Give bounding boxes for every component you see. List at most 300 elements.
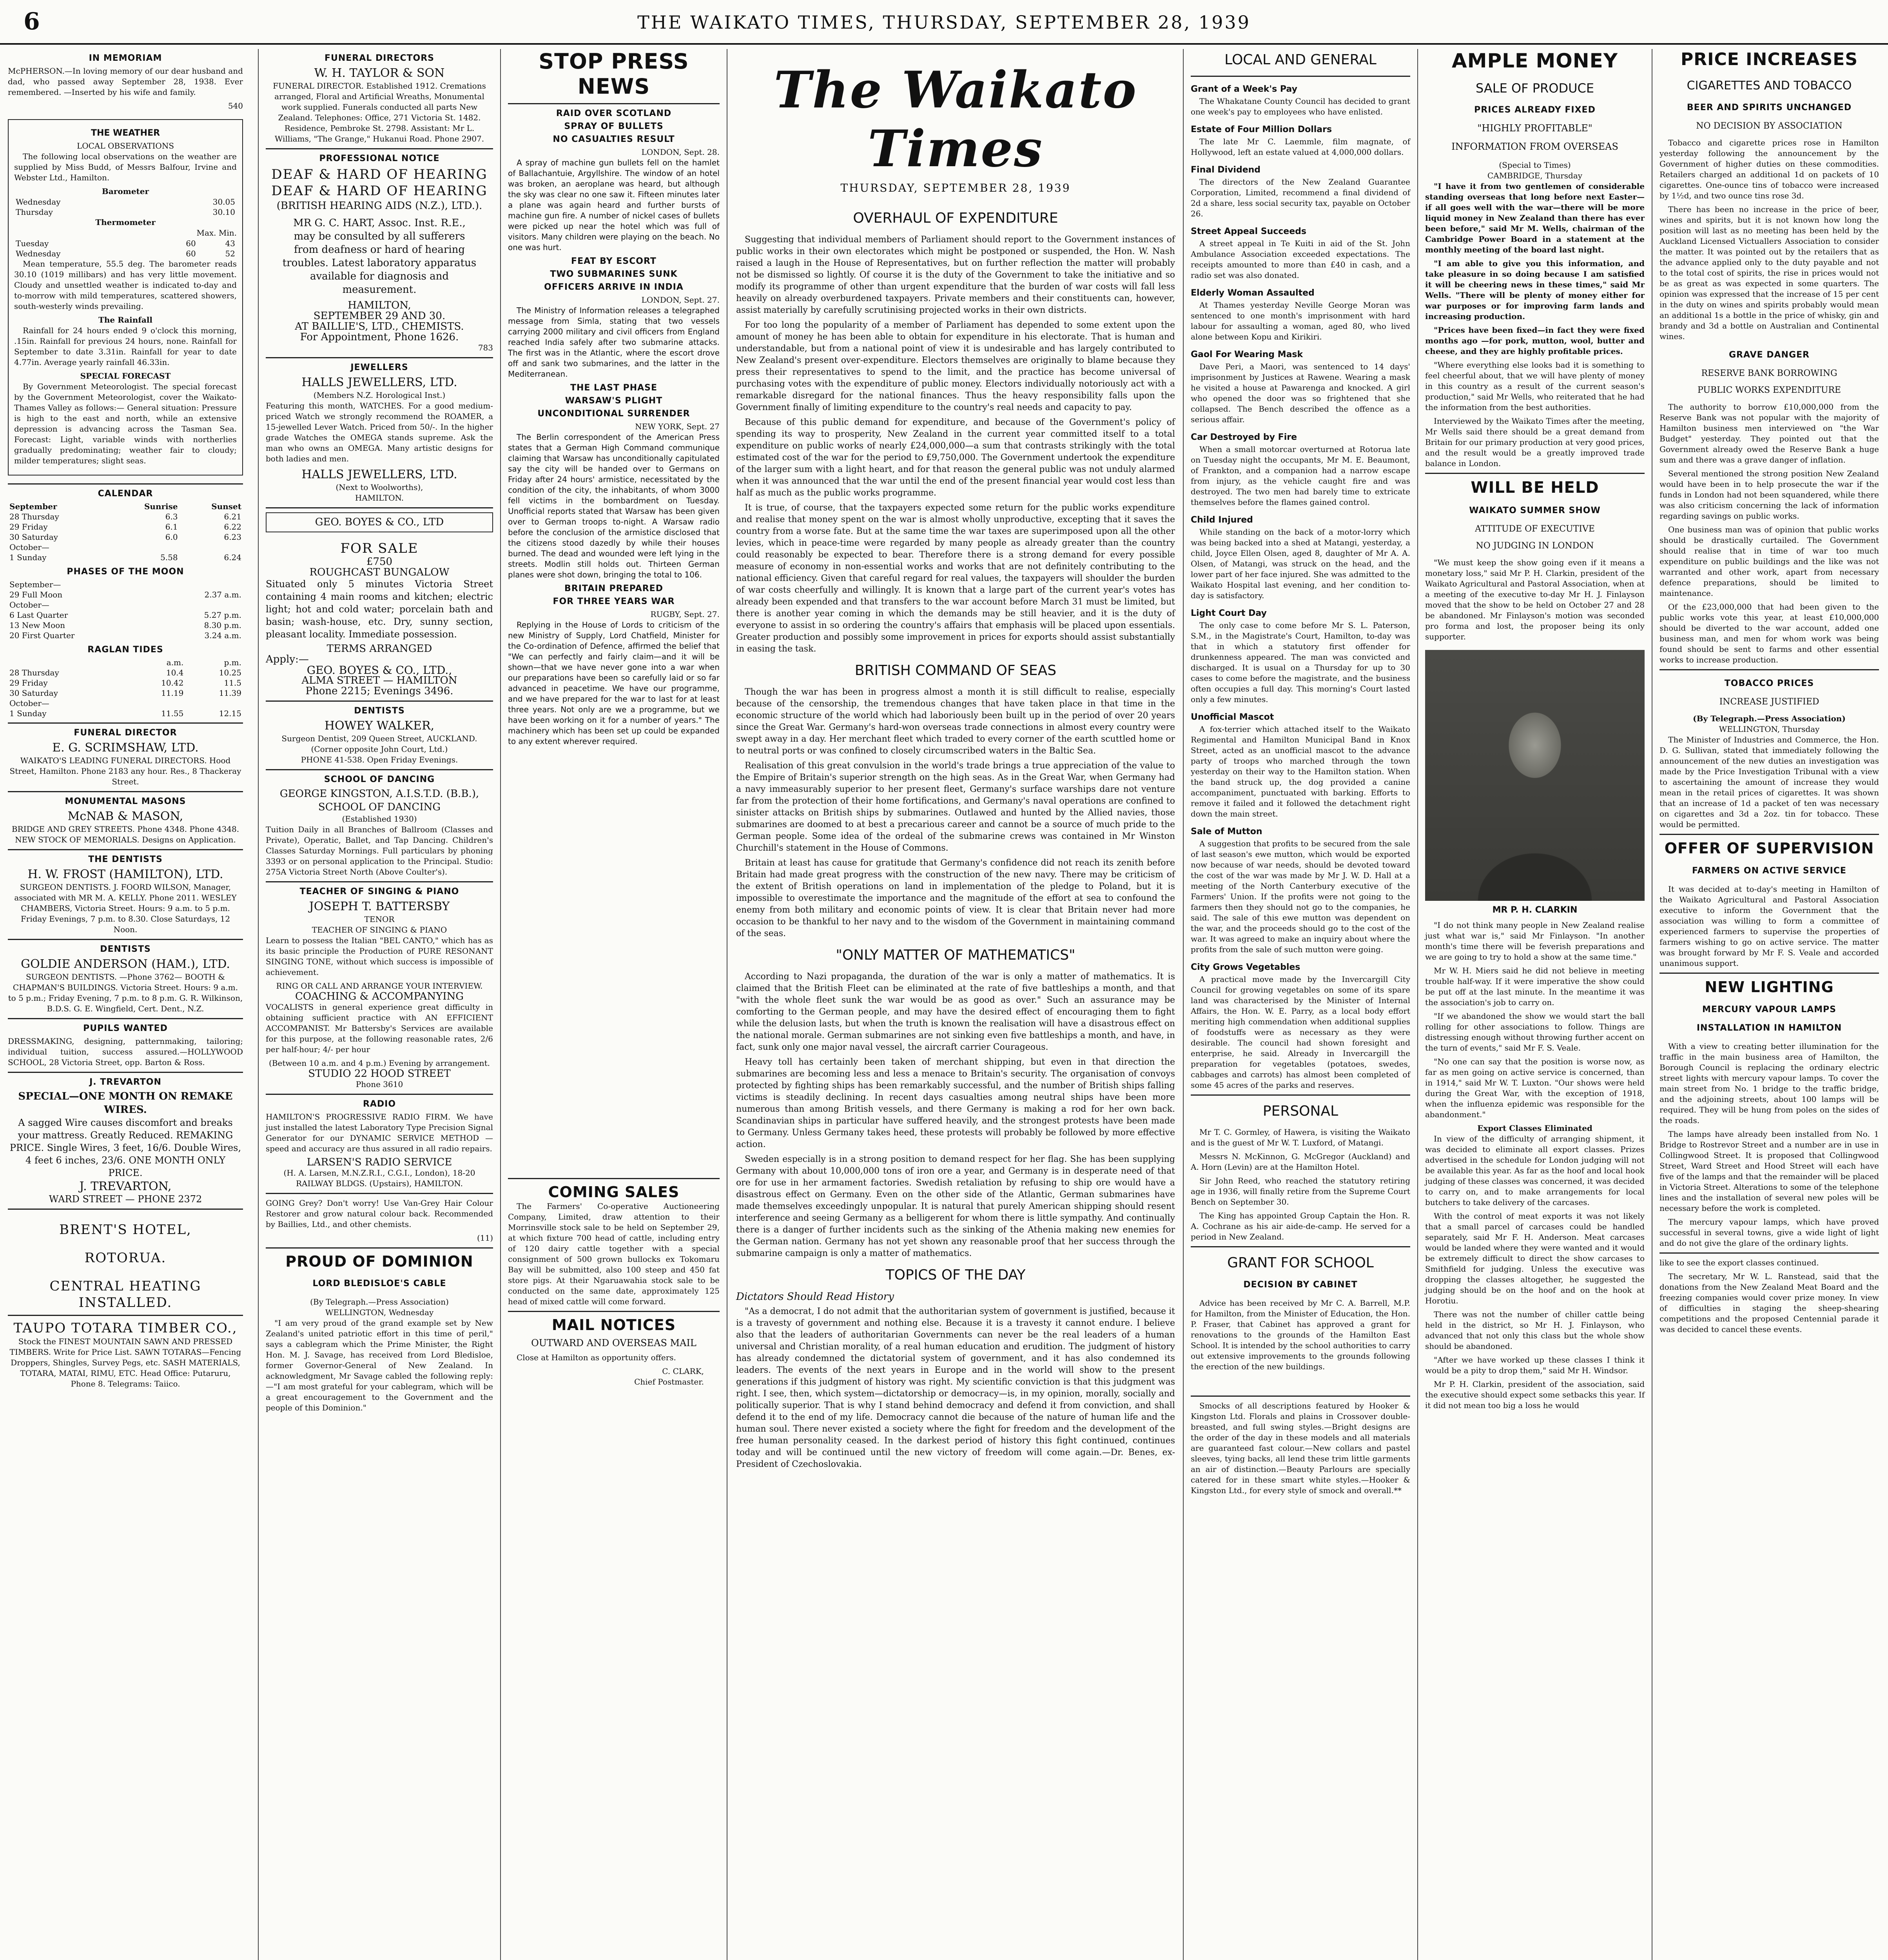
table-row (14, 249, 237, 259)
ample-money-special: (Special to Times) (1499, 160, 1571, 170)
page-number: 6 (24, 8, 40, 35)
new-lighting-paragraph: The lamps have already been installed from No. 1 Bridge to Rostrevor Street and a number are in use in Collingwood Street. It is proposed that Collingwood Street, Ward Street and Hood Street will each have five of the lamps and that the remainder will be placed in Victoria Street. Alterations to some of the telephone lines and the installation of several new poles will be necessary before the work is completed. (1659, 1129, 1879, 1213)
halls-place: HAMILTON. (355, 493, 404, 503)
dentists-advertiser: H. W. FROST (HAMILTON), LTD. (27, 867, 223, 881)
table-header (8, 657, 127, 668)
table-cell: 11.39 (219, 688, 241, 698)
local-item-text: Dave Peri, a Maori, was sentenced to 14 days' imprisonment by Justices at Rawene. Wearing a mask he visited a house at Pawarenga and knocked. A girl who opened the door was so frightened that she collapsed. The Bench described the offence as a serious affair. (1191, 362, 1410, 424)
boyes-banner: GEO. BOYES & CO., LTD (266, 512, 493, 532)
grave-danger-sub-1: RESERVE BANK BORROWING (1701, 368, 1837, 378)
battersby-coaching: COACHING & ACCOMPANYING (295, 991, 464, 1002)
story-2-head-1: FEAT BY ESCORT (571, 256, 657, 266)
dominion-byline: (By Telegraph.—Press Association) (310, 1297, 449, 1307)
coming-sales-text: The Farmers' Co-operative Auctioneering Company, Limited, draw attention to their Morrinsville stock sale to be held on September 29, at which fixture 700 head of cattle, including entry of 120 dairy cattle together with a special consignment of 500 grown bullocks ex Tokomaru Bay will be submitted, also 100 steep and 450 fat store pigs. At their Ngaruawahia stock sale to be conducted on the same date, approximately 125 head of mixed cattle will come forward. (508, 1201, 720, 1306)
battersby-text-2: VOCALISTS in general experience great difficulty in obtaining sufficient practice with AN EFFICIENT ACCOMPANIST. Mr Battersby's Services are available for this purpose, at the following reasonable rates, 2/6 per half-hour; 4/- per hour (266, 1002, 493, 1054)
local-item (1191, 515, 1410, 601)
rainfall-heading: The Rainfall (98, 315, 153, 325)
table-cell: 1 Sunday (9, 709, 47, 718)
table-row (8, 522, 243, 532)
editorial-1-paragraph: It is true, of course, that the taxpayers expected some return for the public works expenditure and realise that money spent on the war is almost wholly unproductive, excepting that it saves the country from a worse fate. But at the same time the war taxes are superimposed upon all the other levies, which in peace-time were regarded by many people as already greater than the country could reasonably be expected to bear. Therefore there is a strong demand for every possible measure of economy in non-essential works and works that are not definitely contributing to the national efficiency. Given that careful regard for real values, the taxpayers will shoulder the burden of war costs cheerfully and willingly. It is known that a large part of the current year's votes has already been expended and that transfers to the war account before March 31 must be limited, but there is another year coming in which the demands may be still heavier, and it is the duty of everyone to assist in so ordering the country's affairs that emphasis will be placed upon essentials. Greater production and possibly some improvement in prices for exports should assist substantially in easing the task. (736, 503, 1175, 654)
battersby-studio: STUDIO 22 HOOD STREET (308, 1068, 451, 1080)
battersby-ring: RING OR CALL AND ARRANGE YOUR INTERVIEW. (276, 981, 483, 991)
table-cell: 2.37 a.m. (204, 590, 241, 599)
ample-money-headline: AMPLE MONEY (1452, 49, 1618, 72)
deaf-dates: SEPTEMBER 29 AND 30. (313, 310, 446, 322)
dominion-text: "I am very proud of the grand example set by New Zealand's united patriotic effort in this time of peril," says a cablegram which the Prime Minister, the Right Hon. M. J. Savage, has received from Lord Bledisloe, former Governor-General of New Zealand. In acknowledgment, Mr Savage cabled the following reply:—"I am most grateful for your cablegram, which will be a great encouragement to the Government and the people of this Dominion." (266, 1318, 493, 1412)
sale-terms: TERMS ARRANGED (326, 643, 432, 655)
halls-members: (Members N.Z. Horological Inst.) (313, 390, 446, 400)
local-item-text: The directors of the New Zealand Guarantee Corporation, Limited, recommend a final dividend of 2d a share, less social security tax, payable on October 26. (1191, 177, 1410, 218)
sale-kind: ROUGHCAST BUNGALOW (309, 566, 450, 578)
sale-boyes: GEO. BOYES & CO., LTD., (307, 664, 452, 677)
local-item-heading: Estate of Four Million Dollars (1191, 125, 1332, 134)
story-2-head-3: OFFICERS ARRIVE IN INDIA (544, 282, 684, 292)
tobacco-prices-sub: INCREASE JUSTIFIED (1719, 697, 1819, 707)
table-row (8, 678, 243, 688)
ample-money-paragraph: "I am able to give you this information, and take pleasure in so doing because I am satisfied it will be cheering news in these times," said Mr Wells. "There will be plenty of money either for war purposes or for improving farm lands and increasing production. (1425, 259, 1645, 321)
price-increases-paragraph: There has been no increase in the price of beer, wines and spirits, but it is not known how long the position will last as no meeting has been held by the Auckland Licensed Victuallers Association to consider the matter. It was pointed out by the retailers that as the advance applied only to the duty payable and not to the total cost of spirits, the rise in prices would not be as great as was expected in some quarters. The opinion was expressed that the increase of 15 per cent in the duty on wines and spirits probably would mean an additional 1s a bottle in the price of whisky, gin and brandy and 3d a bottle on Australian and Continental wines. (1659, 205, 1879, 341)
radio-heading: RADIO (363, 1099, 396, 1109)
radio-address: (H. A. Larsen, M.N.Z.R.I., C.G.I., London), 18-20 RAILWAY BLDGS. (Upstairs), HAMILTON. (283, 1168, 475, 1188)
local-item-heading: Street Appeal Succeeds (1191, 227, 1306, 236)
new-lighting-sub-2: INSTALLATION IN HAMILTON (1696, 1023, 1842, 1033)
halls-location: (Next to Woolworths), (336, 483, 423, 492)
dentists-heading: DENTISTS (354, 706, 405, 716)
local-item (1191, 124, 1410, 158)
dance-text: Tuition Daily in all Branches of Ballroom (Classes and Private), Operatic, Ballet, and Tap Dancing. Children's Classes Saturday Mornings. Full particulars by phoning 3393 or on personal application to the Principal. Studio: 275A Victoria Street North (Above Coulter's). (266, 825, 493, 877)
story-1-head-2: SPRAY OF BULLETS (564, 122, 664, 131)
local-item (1191, 608, 1410, 705)
table-cell: 6.0 (165, 532, 178, 542)
battersby-teacher: TEACHER OF SINGING & PIANO (312, 925, 447, 935)
table-header-row (8, 501, 243, 512)
grave-danger-paragraph: Several mentioned the strong position New Zealand would have been in to help prosecute the war if the funds in London had not been squandered, while there was also criticism concerning the lack of information regarding savings on public works. (1659, 469, 1879, 521)
personal-item: Mr T. C. Gormley, of Hawera, is visiting the Waikato and is the guest of Mr W. T. Luxford, of Matangi. (1191, 1127, 1410, 1147)
table-cell: 13 New Moon (9, 621, 65, 630)
calendar-table (8, 501, 243, 563)
deaf-place: HAMILTON, (348, 299, 411, 311)
table-cell: 60 (186, 239, 196, 248)
editorial-3-paragraph: According to Nazi propaganda, the duration of the war is only a matter of mathematics. It is claimed that the British Fleet can be eliminated at the rate of five battleships a month, and that "with the whole fleet sunk the war would be as good as over." Such an assurance may be comforting to the German people, and may have the desired effect of encouraging them to fight while the delusion lasts, but when the truth is known the realisation will have a disastrous effect on the national morale. German submarines are not sinking even five battleships a month, and have, in fact, sunk only one major naval vessel, the aircraft carrier Courageous. (736, 972, 1175, 1052)
table-cell: 28 Thursday (9, 512, 59, 521)
table-cell: Tuesday (16, 239, 49, 248)
deaf-venue: AT BAILLIE'S, LTD., CHEMISTS. (295, 321, 464, 332)
table-header: September (9, 502, 57, 511)
weather-box (8, 119, 243, 475)
table-cell: 3.24 a.m. (204, 631, 241, 640)
story-4-text: Replying in the House of Lords to criticism of the new Ministry of Supply, Lord Chatfield, Minister for the Co-ordination of Defence, affirmed the belief that "We can perfectly and fairly claim—and it will be shown—that we have never gone into a war when our preparations have been so carefully laid or so far advanced in peacetime. We have our programme, and we have prepared for the war to last for at least three years. Not only are we a programme, but we have been working on it for a number of years." The machinery which has been set up could be expanded to any extent wherever required. (508, 620, 720, 746)
export-paragraph: Mr P. H. Clarkin, president of the association, said the executive should expect some setbacks this year. If it did not mean too big a loss he would (1425, 1379, 1645, 1410)
table-row (8, 708, 243, 719)
personal-item: The King has appointed Group Captain the Hon. R. A. Cochrane as his air aide-de-camp. He served for a period in New Zealand. (1191, 1211, 1410, 1241)
local-item (1191, 826, 1410, 955)
clarkin-photo-caption: MR P. H. CLARKIN (1492, 905, 1578, 915)
clarkin-portrait-photo (1425, 650, 1645, 901)
professional-notice-heading: PROFESSIONAL NOTICE (319, 154, 440, 163)
local-item-text: A practical move made by the Invercargill City Council for growing vegetables on some of its spare land was characterised by the Minister of Internal Affairs, the Hon. W. E. Parry, as a local body effort meriting high commendation when additional supplies of foodstuffs were as necessary as they were desirable. The council had shown foresight and enterprise, he said. Already in Invercargill the preparation for vegetables (potatoes, swedes, cabbages and carrots) has almost been completed of some 45 acres of the parks and reserves. (1191, 975, 1410, 1090)
local-item (1191, 712, 1410, 819)
table-cell: September— (9, 580, 61, 589)
table-cell: 6.22 (224, 522, 241, 532)
table-cell: 30 Saturday (9, 532, 58, 542)
sale-phone: Phone 2215; Evenings 3496. (305, 685, 453, 697)
sale-text: Situated only 5 minutes Victoria Street containing 4 main rooms and kitchen; electric light; hot and cold water; porcelain bath and basin; wash-house, etc. Dry, sunny section, pleasant locality. Immediate possession. (266, 579, 493, 640)
table-row (8, 512, 243, 522)
table-cell: 43 (225, 239, 235, 248)
show-continuation-2: The secretary, Mr W. L. Ranstead, said that the donations from the New Zealand Meat Board and the freezing companies would cover prize money. In view of difficulties in staging the sheep-shearing competitions and the proposed Centennial parade it was decided to cancel these events. (1659, 1272, 1879, 1334)
topics-heading: TOPICS OF THE DAY (885, 1267, 1026, 1283)
trevarton-text: A sagged Wire causes discomfort and breaks your mattress. Greatly Reduced. REMAKING PRICE. Single Wires, 3 feet, 16/6. Double Wires, 4 feet 6 inches, 23/6. ONE MONTH ONLY PRICE. (9, 1117, 241, 1178)
local-item-heading: City Grows Vegetables (1191, 962, 1300, 972)
dominion-dateline: WELLINGTON, Wednesday (325, 1308, 434, 1317)
brents-hotel-place: ROTORUA. (84, 1250, 167, 1266)
story-3-text: The Berlin correspondent of the American Press states that a German High Command communique claiming that Warsaw has unconditionally capitulated say the city will be handed over to Germans on Friday after 24 hours' armistice, necessitated by the condition of the city, the inhabitants, of whom 3000 fell victims in the bombardment on Tuesday. Unofficial reports stated that Warsaw has been given over to German troops to-night. A Warsaw radio before the conclusion of the armistice disclosed that the citizens stood dazedly by while their houses burned. The dead and wounded were left lying in the streets. Modlin still holds out. Thirteen German planes were shot down, bringing the total to 106. (508, 432, 720, 579)
pupils-text: DRESSMAKING, designing, patternmaking, tailoring; individual tuition, success assured.—HOLLYWOOD SCHOOL, 28 Victoria Street, opp. Barton & Ross. (8, 1036, 243, 1067)
local-item (1191, 165, 1410, 219)
table-cell: 29 Full Moon (9, 590, 63, 599)
coming-sales-headline: COMING SALES (548, 1183, 680, 1201)
table-header: Sunrise (144, 502, 178, 511)
walker-name: HOWEY WALKER, (324, 719, 435, 733)
dentists-text: SURGEON DENTISTS. J. FOORD WILSON, Manager, associated with MR M. A. KELLY. Phone 2011. WESLEY CHAMBERS, Victoria Street. Hours: 9 a.m. to 5 p.m. Friday Evenings, 7 p.m. to 8.30. Close Saturdays, 12 Noon. (14, 882, 237, 934)
mail-text: Close at Hamilton as opportunity offers. (517, 1353, 676, 1362)
ample-money-paragraph: "I have it from two gentlemen of considerable standing overseas that long before next Easter—if all goes well with the war—there will be more liquid money in New Zealand than there has ever been before," said Mr M. Wells, chairman of the Cambridge Power Board in a statement at the monthly meeting of the board last night. (1425, 181, 1645, 254)
table-cell: Thursday (16, 207, 53, 217)
editorial-1-paragraph: Suggesting that individual members of Parliament should report to the Government instances of public works in their own electorates which might be postponed or suspended, the Hon. W. Nash raised a laugh in the House of Representatives, but on further reflection the matter will probably not be dismissed so lightly. Of course it is the duty of the Government to take the initiative and so modify its programme of other than urgent expenditure that the burden of war costs will fall less heavily on already overburdened taxpayers. Private members and their constituents can, however, assist materially by carefully scrutinising projected works in their own districts. (736, 235, 1175, 315)
table-row (8, 698, 243, 708)
price-increases-sub-1: CIGARETTES AND TOBACCO (1687, 79, 1852, 93)
dominion-subhead: LORD BLEDISLOE'S CABLE (312, 1279, 446, 1289)
ample-money-dateline: CAMBRIDGE, Thursday (1487, 171, 1583, 180)
jewellers-heading: JEWELLERS (350, 363, 408, 372)
personal-item: Messrs N. McKinnon, G. McGregor (Auckland) and A. Horn (Levin) are at the Hamilton Hotel. (1191, 1152, 1410, 1172)
editorial-3-paragraph: Sweden especially is in a strong position to demand respect for her flag. She has been supplying Germany with about 10,000,000 tons of iron ore a year, and Germany is in desperate need of that ore for use in her armament factories. Swedish retaliation by refusing to ship ore would have a disastrous effect on Germany. Even on the other side of the Atlantic, German submarines have made themselves exceedingly unpopular. It is natural that purely American shipping should resent interference and seeing Germany as a belligerent for whom there is little sympathy. And continually there is a danger of further incidents such as the sinking of the Athenia making new enemies for the German nation. Germany has not yet shown any reasonable proof that her success through the submarine campaign is only a matter of mathematics. (736, 1154, 1175, 1258)
export-paragraph: With the control of meat exports it was not likely that a small parcel of carcases could be handled separately, said Mr F. H. Anderson. Meat carcases would be landed where they were wanted and it would be extremely difficult to direct the show carcases to Smithfield for judging. Unless the executive was dropping the classes altogether, he suggested the judging should be on the hoof and on the hook at Horotiu. (1425, 1211, 1645, 1305)
moon-table (8, 579, 243, 641)
tobacco-prices-heading: TOBACCO PRICES (1724, 679, 1814, 688)
table-cell: 6 Last Quarter (9, 610, 68, 620)
masons-text: BRIDGE AND GREY STREETS. Phone 4348. Phone 4348. NEW STOCK OF MEMORIALS. Designs on Application. (11, 824, 239, 844)
grave-danger-sub-2: PUBLIC WORKS EXPENDITURE (1698, 385, 1841, 395)
table-row (8, 610, 243, 620)
story-1-text: A spray of machine gun bullets fell on the hamlet of Ballachantuie, Argyllshire. The window of an hotel was broken, an aeroplane was heard, but although the sky was clear no one saw it. Fifteen minutes later a plane was again heard and further bursts of machine gun fire. A number of nickel cases of bullets were picked up near the hotel which was full of visitors. Many children were playing on the beach. No one was hurt. (508, 158, 720, 252)
table-cell: 29 Friday (9, 678, 48, 688)
walker-phone: PHONE 41-538. Open Friday Evenings. (301, 755, 458, 764)
local-item-text: When a small motorcar overturned at Rotorua late on Tuesday night the occupants, Mr M. E. Beaumont, of Frankton, and a companion had a narrow escape from injury, as the vehicle caught fire and was destroyed. The two men had barely time to extricate themselves before the flames gained control. (1191, 445, 1410, 507)
trevarton-heading: J. TREVARTON (89, 1077, 161, 1087)
new-lighting-headline: NEW LIGHTING (1705, 978, 1834, 996)
deaf-company: (BRITISH HEARING AIDS (N.Z.), LTD.). (276, 200, 482, 212)
grave-danger-heading: GRAVE DANGER (1729, 350, 1810, 360)
grant-text: Advice has been received by Mr C. A. Barrell, M.P. for Hamilton, from the Minister of Education, the Hon. P. Fraser, that Cabinet has approved a grant for renovations to the grounds of the Hamilton East School. It is intended by the school authorities to carry out extensive improvements to the grounds following the erection of the new buildings. (1191, 1298, 1410, 1371)
table-cell: 30.05 (212, 197, 235, 207)
halls-name-2: HALLS JEWELLERS, LTD. (301, 468, 457, 481)
grey-hair-text: GOING Grey? Don't worry! Use Van-Grey Hair Colour Restorer and grow natural colour back. Recommended by Baillies, Ltd., and other chemists. (266, 1198, 493, 1229)
table-row (8, 668, 243, 678)
editorial-1-heading: OVERHAUL OF EXPENDITURE (853, 210, 1058, 226)
rainfall-text: Rainfall for 24 hours ended 9 o'clock this morning, .15in. Rainfall for previous 24 hours, none. Rainfall for September to date 3.31in. Rainfall for year to date 4.77in. Average yearly rainfall 46.33in. (14, 326, 237, 367)
topics-paragraph: "As a democrat, I do not admit that the authoritarian system of government is justified, because it is a travesty of government and nothing else. Because it is a travesty it cannot endure. I believe also that the leaders of authoritarian Governments can never be the real leaders of a human universal and Christian morality, of a real human education and erudition. The judgment of history has already condemned the dictatorial system of government, and it has also condemned its leaders. The events of the next years in Europe and in the world will show to the present generations if this judgment of history was right. My scientific conviction is that this judgment was right. I see, then, which system—dictatorship or democracy—is, in my opinion, morally, socially and politically superior. That is why I stand behind democracy and defend it from conviction, and shall defend it to the end of my life. Democracy cannot die because of the nature of human life and the human soul. There never existed a society where the fight for freedom and the development of the free human personality ceased. In the darkest period of history this fight continued, continues today and will be continued until the new victory of freedom will come again.—Dr. Benes, ex-President of Czechoslovakia. (736, 1307, 1175, 1469)
topics-subheading: Dictators Should Read History (736, 1291, 894, 1303)
dance-name: GEORGE KINGSTON, A.I.S.T.D. (B.B.), SCHOOL OF DANCING (279, 788, 479, 813)
table-cell: 5.58 (160, 553, 178, 562)
table-row (8, 552, 243, 563)
mail-signature-title: Chief Postmaster. (634, 1377, 704, 1387)
table-cell: 1 Sunday (9, 553, 47, 562)
local-item (1191, 962, 1410, 1091)
local-item-text: While standing on the back of a motor-lorry which was being backed into a shed at Matangi, yesterday, a child, Joyce Ellen Olsen, aged 8, daughter of Mr A. A. Olsen, of Matangi, was struck on the head, and the lower part of her face injured. She was admitted to the Waikato Hospital last evening, and her condition to-day is satisfactory. (1191, 527, 1410, 600)
brents-hotel-heating: CENTRAL HEATING INSTALLED. (49, 1278, 201, 1310)
story-3-head-2: WARSAW'S PLIGHT (565, 396, 663, 406)
taupo-totara-text: Stock the FINEST MOUNTAIN SAWN AND PRESSED TIMBERS. Write for Price List. SAWN TOTARAS—Fencing Droppers, Shingles, Survey Pegs, etc. SASH MATERIALS, TOTARA, MATAI, RIMU, ETC. Head Office: Putaruru, Phone 8. Telegrams: Taiico. (9, 1337, 241, 1388)
table-cell: October— (9, 543, 49, 552)
brents-hotel-name: BRENT'S HOTEL, (59, 1222, 192, 1238)
weather-subheading: LOCAL OBSERVATIONS (76, 141, 174, 151)
table-row (8, 620, 243, 630)
tides-table (8, 657, 243, 719)
export-paragraph: "After we have worked up these classes I think it would be a pity to drop them," said Mr H. Windsor. (1425, 1355, 1645, 1375)
local-item-heading: Grant of a Week's Pay (1191, 84, 1297, 94)
funeral-heading: FUNERAL DIRECTOR (74, 728, 177, 738)
story-1-head-1: RAID OVER SCOTLAND (556, 109, 672, 118)
table-cell: Wednesday (16, 249, 61, 258)
barometer-table (14, 197, 237, 217)
singing-heading: TEACHER OF SINGING & PIANO (299, 887, 459, 897)
radio-name: LARSEN'S RADIO SERVICE (307, 1156, 452, 1168)
taylor-text: FUNERAL DIRECTOR. Established 1912. Cremations arranged, Floral and Artificial Wreaths, Monumental work supplied. Funerals conducted all parts New Zealand. Telephones: Office, 271 Victoria St. 1482. Residence, Pembroke St. 2798. Assistant: Mr L. Williams, "The Grange," Hukanui Road. Phone 2907. (273, 81, 486, 143)
column-1 (8, 49, 250, 1960)
masthead: The Waikato Times (774, 61, 1137, 178)
story-3-head-3: UNCONDITIONAL SURRENDER (537, 409, 690, 419)
table-row (14, 207, 237, 217)
local-item (1191, 84, 1410, 117)
page-header (0, 0, 1888, 45)
halls-name: HALLS JEWELLERS, LTD. (301, 376, 457, 389)
ample-money-paragraph: "Prices have been fixed—in fact they were fixed months ago —for pork, mutton, wool, butter and cheese, and they are highly profitable prices. (1425, 325, 1645, 356)
local-item-text: The only case to come before Mr S. L. Paterson, S.M., in the Magistrate's Court, Hamilton, to-day was that in which a statutory first offender for drunkenness appeared. The man was convicted and discharged. It is usual on a Thursday for up to 30 cases to come before the magistrate, and the business often occupies a full day. This morning's Court lasted only a few minutes. (1191, 621, 1410, 704)
table-cell: 30 Saturday (9, 688, 58, 698)
local-item-heading: Sale of Mutton (1191, 827, 1262, 837)
ample-money-paragraph: Interviewed by the Waikato Times after the meeting, Mr Wells said there should be a great demand from Britain for our primary production at very good prices, and the result would be a greatly improved trade balance in London. (1425, 416, 1645, 468)
table-cell: 11.19 (161, 688, 184, 698)
supervision-headline: OFFER OF SUPERVISION (1664, 840, 1874, 857)
table-cell: 10.25 (219, 668, 241, 677)
local-item-text: The late Mr C. Laemmle, film magnate, of Hollywood, left an estate valued at 4,000,000 dollars. (1191, 137, 1410, 157)
column-2 (258, 49, 500, 1960)
battersby-phone: Phone 3610 (355, 1080, 403, 1089)
table-cell: 10.4 (166, 668, 184, 677)
funeral-directors-heading: FUNERAL DIRECTORS (324, 53, 435, 63)
table-cell: 30.10 (212, 207, 235, 217)
table-cell: 6.21 (224, 512, 241, 521)
table-cell: 6.23 (224, 532, 241, 542)
story-4-head-1: BRITAIN PREPARED (564, 584, 663, 593)
sale-address: ALMA STREET — HAMILTON (301, 675, 457, 686)
pupils-heading: PUPILS WANTED (83, 1024, 168, 1033)
story-3-head-1: THE LAST PHASE (570, 383, 658, 393)
supervision-paragraph: It was decided at to-day's meeting in Hamilton of the Waikato Agricultural and Pastoral Association executive to inform the Government that the association was willing to form a committee of experienced farmers to supervise the properties of farmers wishing to go on active service. The matter was brought forward by Mr F. S. Veale and accorded unanimous support. (1659, 884, 1879, 968)
export-heading: Export Classes Eliminated (1477, 1123, 1592, 1133)
price-increases-headline: PRICE INCREASES (1680, 49, 1858, 69)
editorial-2-paragraph: Realisation of this great convulsion in the world's trade brings a true appreciation of the value to the Empire of Britain's superior strength on the high seas. As in the Great War, when Germany had a navy immeasurably superior to her present fleet, Germany's surface warships dare not venture far from the protection of their home fortifications, and Germany's naval operations are confined to sinister attacks on British ships by submarines. Outlawed and hunted by the Allied navies, those submarines are doomed to at best a precarious career and cannot be a source of much pride to the German people. Some idea of the ordeal of the submarine crews was contained in Mr Winston Churchill's statement in the House of Commons. (736, 761, 1175, 853)
dance-heading: SCHOOL OF DANCING (324, 775, 435, 784)
ample-money-sub-2: PRICES ALREADY FIXED (1474, 105, 1596, 115)
table-cell: October— (9, 699, 49, 708)
column-7 (1652, 49, 1886, 1960)
thermometer-table (14, 238, 237, 259)
new-lighting-paragraph: The mercury vapour lamps, which have proved successful in several towns, give a wide light of light and do not give the glare of the ordinary lights. (1659, 1217, 1879, 1248)
story-4-head-2: FOR THREE YEARS WAR (553, 597, 675, 606)
will-be-held-paragraph: "No one can say that the position is worse now, as far as men going on active service is concerned, than in 1914," said Mr W. T. Luxton. "Our shows were held during the Great War, with the exception of 1918, when the influenza epidemic was responsible for the abandonment." (1425, 1057, 1645, 1119)
deaf-heading-2: DEAF & HARD OF HEARING (271, 183, 488, 199)
trevarton-name: J. TREVARTON, (79, 1180, 172, 1193)
deaf-text: MR G. C. HART, Assoc. Inst. R.E., may be consulted by all sufferers from deafness or hard of hearing troubles. Latest laboratory apparatus available for diagnosis and measurement. (282, 217, 477, 296)
dentists-2-heading: DENTISTS (100, 944, 151, 954)
table-header-row (8, 657, 243, 668)
ample-money-sub-4: INFORMATION FROM OVERSEAS (1451, 141, 1618, 152)
mail-notices-headline: MAIL NOTICES (551, 1316, 676, 1334)
show-continuation: like to see the export classes continued. (1659, 1258, 1819, 1267)
forecast-heading: SPECIAL FORECAST (80, 371, 171, 381)
column-4-editorial (727, 49, 1184, 1960)
personal-item: Sir John Reed, who reached the statutory retiring age in 1936, will finally retire from the Supreme Court Bench on September 30. (1191, 1176, 1410, 1207)
taylor-name: W. H. TAYLOR & SON (314, 66, 445, 80)
will-be-held-paragraph: Mr W. H. Miers said he did not believe in meeting trouble half-way. If it were imperative the show could be put off at the last minute. In the meantime it was the association's job to carry on. (1425, 966, 1645, 1007)
editorial-3-paragraph: Heavy toll has certainly been taken of merchant shipping, but even in that direction the submarines are becoming less and less a menace to Britain's security. The organisation of convoys protected by fighting ships has been remarkably successful, and the number of British ships falling victims is steadily declining. In recent days casualties among neutral ships have been more numerous than among British vessels, and there Germany is making a rod for her own back. Scandinavian ships in particular have suffered heavily, and the strongest protests have been made to Germany. Unless Germany takes heed, these protests will probably be followed by more effective action. (736, 1057, 1175, 1149)
table-cell (180, 542, 243, 552)
thermometer-columns: Max. Min. (196, 228, 237, 238)
will-be-held-sub-3: NO JUDGING IN LONDON (1476, 541, 1594, 551)
deaf-code: 783 (478, 343, 493, 352)
editorial-2-heading: BRITISH COMMAND OF SEAS (854, 662, 1057, 679)
masons-advertiser: McNAB & MASON, (67, 809, 183, 823)
grant-heading: GRANT FOR SCHOOL (1227, 1255, 1374, 1271)
tides-heading: RAGLAN TIDES (87, 645, 163, 655)
local-item-heading: Final Dividend (1191, 165, 1261, 175)
table-cell (156, 600, 243, 610)
column-5 (1183, 49, 1417, 1960)
table-row (8, 579, 243, 590)
grave-danger-paragraph: Of the £23,000,000 that had been given to the public works vote this year, at least £10,000,000 should be diverted to the war account, added one business man, and men for whom work was being found should be sent to farms and other essential works to increase production. (1659, 602, 1879, 664)
forecast-text: By Government Meteorologist. The special forecast by the Government Meteorologist, cover the Waikato-Thames Valley as follows:— General situation: Pressure is high to the east and north, while an extensive depression is advancing across the Tasman Sea. Forecast: Light, variable winds with northerlies gradually predominating; weather fair to cloudy; milder temperatures; slight seas. (14, 382, 237, 465)
export-paragraph: There was not the number of chiller cattle being held in the district, so Mr H. J. Finlayson, who advanced that not only this class but the whole show should be abandoned. (1425, 1310, 1645, 1351)
halls-text: Featuring this month, WATCHES. For a good medium-priced Watch we strongly recommend the ROAMER, a 15-jewelled Lever Watch. Priced from 50/-. In the higher grade Watches the OMEGA stands supreme. Ask the man who owns an OMEGA. Many artistic designs for both ladies and men. (266, 401, 493, 463)
weather-notes: Mean temperature, 55.5 deg. The barometer reads 30.10 (1019 millibars) and has very little movement. Cloudy and unsettled weather is indicated to-day and to-morrow with mild temperatures, scattered showers, south-westerly winds prevailing. (14, 259, 237, 311)
table-row (14, 197, 237, 207)
table-row (8, 590, 243, 600)
export-paragraph: In view of the difficulty of arranging shipment, it was decided to eliminate all export classes. Prizes advertised in the schedule for London judging will not be available this year. As far as the hoof and local hook judging of these classes was concerned, it was decided to carry on, and to make arrangements for local butchers to take delivery of the carcases. (1425, 1134, 1645, 1207)
will-be-held-headline: WILL BE HELD (1471, 479, 1599, 497)
editorial-2-paragraph: Though the war has been in progress almost a month it is still difficult to realise, especially because of the censorship, the tremendous changes that have taken place in that time in the economic structure of the world which had laboriously been built up in the period of over 20 years since the Great War. Germany's hard-won overseas trade connections in almost every country were swept away in a day. Her merchant fleet which traded to every corner of the earth scuttled home or to neutral ports or was confined to closely circumscribed waters in the Baltic Sea. (736, 687, 1175, 756)
tobacco-paragraph: The Minister of Industries and Commerce, the Hon. D. G. Sullivan, stated that immediately following the announcement of the new duties an investigation was made by the Price Investigation Tribunal with a view to ascertaining the amount of increase they would mean in the retail prices of cigarettes. It was shown that an increase of 1d a packet of ten was necessary on cigarettes and 3d a 2oz. tin for tobacco. These would be permitted. (1659, 735, 1879, 829)
editorial-2-paragraph: Britain at least has cause for gratitude that Germany's confidence did not reach its zenith before Britain had made great progress with the construction of the new navy. There may be criticism of the extent of British operations on land in implementation of the pledge to Poland, but it is impossible to overestimate the importance and the magnitude of the effort at sea to confound the enemy from both military and economic points of view. It is clear that Britain never had more occasion to be thankful to her navy and to the wisdom of the Government in maintaining command of the seas. (736, 858, 1175, 938)
local-item-heading: Light Court Day (1191, 608, 1267, 618)
table-header: p.m. (224, 658, 241, 667)
sale-price: £750 (366, 556, 393, 568)
taupo-totara-name: TAUPO TOTARA TIMBER CO., (13, 1320, 238, 1336)
local-item-heading: Child Injured (1191, 515, 1253, 525)
local-item-heading: Elderly Woman Assaulted (1191, 288, 1315, 298)
local-item-text: The Whakatane County Council has decided to grant one week's pay to employees who have enlisted. (1191, 96, 1410, 116)
dentists-heading: THE DENTISTS (88, 855, 163, 864)
story-2-head-2: TWO SUBMARINES SUNK (550, 269, 678, 279)
memoriam-heading: IN MEMORIAM (89, 53, 162, 63)
local-general-heading: LOCAL AND GENERAL (1224, 52, 1377, 68)
price-increases-paragraph: Tobacco and cigarette prices rose in Hamilton yesterday following the announcement by the Government of higher duties on these commodities. Retailers charged an additional 1d on packets of 10 cigarettes. One-ounce tins of tobacco were increased by 1½d, and two ounce tins rose 3d. (1659, 138, 1879, 200)
local-item-text: A street appeal in Te Kuiti in aid of the St. John Ambulance Association exceeded expectations. The receipts amounted to more than £40 in cash, and a radio set was also donated. (1191, 239, 1410, 280)
walker-text: Surgeon Dentist, 209 Queen Street, AUCKLAND. (Corner opposite John Court, Ltd.) (281, 734, 477, 754)
barometer-heading: Barometer (102, 187, 149, 196)
story-2-text: The Ministry of Information releases a telegraphed message from Simla, stating that two vessels carrying 2000 military and civil officers from England reached India safely after two submarine attacks. The first was in the Atlantic, where the escort drove off and sank two submarines, and the latter in the Mediterranean. (508, 306, 720, 379)
table-cell: 12.15 (219, 709, 241, 718)
table-row (8, 542, 243, 552)
memoriam-text: McPHERSON.—In loving memory of our dear husband and dad, who passed away September 28, 1938. Ever remembered. —Inserted by his wife and family. (8, 66, 243, 97)
dominion-headline: PROUD OF DOMINION (285, 1253, 473, 1270)
table-header: a.m. (166, 658, 184, 667)
table-cell: 29 Friday (9, 522, 48, 532)
will-be-held-paragraph: "We must keep the show going even if it means a monetary loss," said Mr P. H. Clarkin, president of the Waikato Agricultural and Pastoral Association, when at a meeting of the executive to-day Mr H. J. Finlayson moved that the show to be held on October 27 and 28 be abandoned. Mr Finlayson's motion was seconded pro forma and lost, the proposer being its only supporter. (1425, 558, 1645, 641)
editorial-3-heading: "ONLY MATTER OF MATHEMATICS" (836, 947, 1075, 963)
personal-heading: PERSONAL (1262, 1103, 1338, 1119)
tobacco-byline: (By Telegraph.—Press Association) (1693, 714, 1846, 723)
table-cell: 6.24 (224, 553, 241, 562)
table-cell: 60 (186, 249, 196, 258)
story-3-dateline: NEW YORK, Sept. 27 (635, 422, 720, 431)
editorial-dateline: THURSDAY, SEPTEMBER 28, 1939 (840, 181, 1071, 194)
thermometer-heading: Thermometer (95, 218, 156, 227)
tobacco-dateline: WELLINGTON, Thursday (1719, 724, 1820, 734)
local-item-text: A fox-terrier which attached itself to the Waikato Regimental and Hamilton Municipal Band in Knox Street, acted as an unofficial mascot to the advance party of troops who marched through the town yesterday on their way to the Hamilton station. When the band struck up, the dog provided a canine accompaniment, punctuated with barking. Efforts to remove it failed and it followed the detachment right down the main street. (1191, 724, 1410, 818)
story-1-head-3: NO CASUALTIES RESULT (553, 134, 675, 144)
grave-danger-paragraph: The authority to borrow £10,000,000 from the Reserve Bank was not popular with the majority of Hamilton business men interviewed on "the War Budget" yesterday. They pointed out that the Government already owed the Reserve Bank a huge sum and there was a grave danger of inflation. (1659, 402, 1879, 465)
table-cell: 5.27 p.m. (204, 610, 241, 620)
table-cell: 11.55 (161, 709, 184, 718)
local-item (1191, 288, 1410, 342)
table-row (8, 688, 243, 698)
local-item-text: At Thames yesterday Neville George Moran was sentenced to one month's imprisonment with hard labour for assaulting a woman, aged 80, who lived alone between Kopu and Kirikiri. (1191, 300, 1410, 341)
story-4-dateline: RUGBY, Sept. 27. (650, 610, 720, 619)
table-row (8, 630, 243, 641)
table-cell: 52 (225, 249, 235, 258)
price-increases-sub-3: NO DECISION BY ASSOCIATION (1696, 121, 1843, 131)
table-row (14, 238, 237, 249)
local-item (1191, 226, 1410, 281)
deaf-heading-1: DEAF & HARD OF HEARING (271, 167, 488, 182)
grey-hair-code: (11) (477, 1233, 493, 1243)
table-cell: 11.5 (224, 678, 241, 688)
table-cell (185, 698, 243, 708)
masons-heading: MONUMENTAL MASONS (65, 797, 186, 806)
table-cell: October— (9, 600, 49, 610)
will-be-held-sub-2: ATTITUDE OF EXECUTIVE (1475, 524, 1595, 534)
price-increases-sub-2: BEER AND SPIRITS UNCHANGED (1687, 103, 1852, 113)
deaf-appointment: For Appointment, Phone 1626. (300, 331, 459, 343)
weather-heading: THE WEATHER (91, 128, 160, 138)
will-be-held-paragraph: "If we abandoned the show we would start the ball rolling for other associations to follow. Things are distressing enough without throwing further accent on the turn of events," said Mr F. S. Veale. (1425, 1011, 1645, 1053)
table-cell: Wednesday (16, 197, 61, 207)
mail-signature: C. CLARK, (662, 1367, 704, 1376)
dance-established: (Established 1930) (342, 814, 417, 824)
story-1-dateline: LONDON, Sept. 28. (641, 147, 720, 157)
editorial-1-paragraph: For too long the popularity of a member of Parliament has depended to some extent upon the amount of money he has been able to obtain for expenditure in his electorate. That is human and understandable, but from a national point of view it is undesirable and has largely contributed to New Zealand's present over-expenditure. Electors themselves are originally to blame because they press their representatives to spend to the limit, and the practice has become universal of purchasing votes with the expenditure of public money. Electors individually notoriously act with a remarkable disregard for the national finances. Thus the heavy responsibility falls upon the Government finally of limiting expenditure to the country's real needs and capacity to pay. (736, 320, 1175, 412)
ample-money-sub-3: "HIGHLY PROFITABLE" (1477, 123, 1592, 134)
table-cell (156, 579, 243, 590)
supervision-sub: FARMERS ON ACTIVE SERVICE (1692, 866, 1846, 876)
mail-subhead: OUTWARD AND OVERSEAS MAIL (531, 1338, 696, 1348)
table-cell: 20 First Quarter (9, 631, 75, 640)
table-cell: 28 Thursday (9, 668, 59, 677)
newspaper-running-title: THE WAIKATO TIMES, THURSDAY, SEPTEMBER 28, 1939 (637, 12, 1251, 33)
